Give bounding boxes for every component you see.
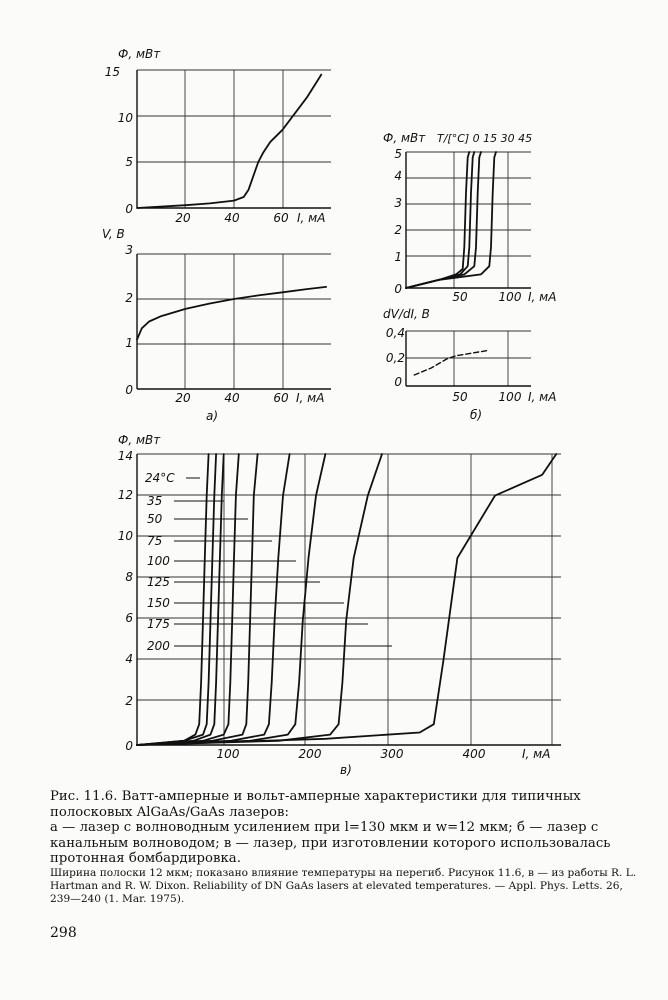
a-panel-label: а): [206, 409, 219, 423]
b-top-xtick: 100: [498, 290, 522, 304]
temp-label-2: 50: [147, 512, 163, 526]
b-bot-xlabel: I, мА: [528, 390, 557, 404]
temp-label-6: 150: [147, 596, 170, 610]
b-top-xtick: 50: [452, 290, 468, 304]
c-ytick: 6: [125, 611, 133, 625]
c-ytick: 14: [117, 449, 133, 463]
a-top-ytick: 15: [104, 65, 120, 79]
a-top-xtick: 60: [273, 211, 289, 225]
a-top-ytick: 5: [125, 155, 133, 169]
figure-note: Ширина полоски 12 мкм; показано влияние температуры на перегиб. Рисунок 11.6, в — из работы R. L. Hartman and R. W. Dixon. Reliability of DN GaAs lasers at elevated temperatures. — Appl. Phys. Letts. 26, 239—240 (1. Mar. 1975).: [50, 867, 637, 905]
c-ytick: 12: [117, 488, 133, 502]
b-bot-ytick: 0,4: [385, 326, 405, 340]
series-line-Ф(I): [137, 75, 321, 208]
c-ytick: 4: [125, 652, 133, 666]
b-top-xlabel: I, мА: [528, 290, 557, 304]
c-ytick: 0: [125, 739, 133, 753]
a-top-xtick: 40: [224, 211, 240, 225]
b-bot-ytick: 0,2: [385, 351, 405, 365]
b-bot-ylabel: dV/dI, В: [383, 307, 430, 321]
temp-label-0: 24°С: [145, 471, 175, 485]
c-ytick: 8: [125, 570, 133, 584]
a-bot-ylabel: V, В: [102, 227, 125, 241]
c-xlabel: I, мА: [522, 747, 551, 761]
temp-label-1: 35: [147, 494, 163, 508]
b-panel-label: б): [470, 408, 483, 422]
b-bot-ytick: 0: [394, 375, 402, 389]
temp-label-7: 175: [147, 617, 170, 631]
temp-label-5: 125: [147, 575, 170, 589]
a-bot-ytick: 3: [125, 243, 133, 257]
a-bot-xtick: 20: [175, 391, 191, 405]
b-top-ytick: 4: [394, 169, 402, 183]
c-panel-label: в): [340, 763, 352, 777]
series-line-45: [406, 152, 496, 288]
b-bot-xtick: 50: [452, 390, 468, 404]
temp-label-4: 100: [147, 554, 170, 568]
b-top-ylabel: Ф, мВт: [383, 131, 426, 145]
a-top-xtick: 20: [175, 211, 191, 225]
c-xtick: 200: [298, 747, 322, 761]
a-bot-ytick: 0: [125, 383, 133, 397]
a-bot-ytick: 1: [125, 336, 133, 350]
b-top-ytick: 5: [394, 147, 402, 161]
a-bot-ytick: 2: [125, 291, 133, 305]
chart-б-3: [406, 331, 531, 386]
series-line-15: [406, 152, 474, 288]
a-bot-xtick: 60: [273, 391, 289, 405]
a-top-ylabel: Ф, мВт: [118, 47, 161, 61]
a-top-ytick: 0: [125, 202, 133, 216]
figure-caption: [50, 789, 640, 867]
b-top-ytick: 1: [394, 250, 402, 264]
b-top-ytick: 0: [394, 282, 402, 296]
series-line-0: [406, 152, 469, 288]
temp-label-8: 200: [147, 639, 170, 653]
c-ytick: 2: [125, 694, 133, 708]
chart-б-2: [406, 152, 531, 288]
c-ytick: 10: [117, 529, 133, 543]
a-bot-xtick: 40: [224, 391, 240, 405]
chart-а-0: [137, 70, 331, 208]
c-ylabel: Ф, мВт: [118, 433, 161, 447]
c-xtick: 400: [462, 747, 486, 761]
page-number: 298: [50, 925, 77, 941]
a-bot-xlabel: I, мА: [296, 391, 325, 405]
caption-title: Рис. 11.6. Ватт-амперные и вольт-амперные характеристики для типичных полосковых AlGaAs/GaAs лазеров:: [50, 789, 581, 820]
caption-body: а — лазер с волноводным усилением при l=130 мкм и w=12 мкм; б — лазер с канальным волноводом; в — лазер, при изготовлении которого использовалась протонная бомбардировка.: [50, 820, 611, 866]
series-line-dV/dI: [414, 350, 489, 375]
c-xtick: 100: [216, 747, 240, 761]
chart-в-4: [137, 454, 561, 745]
series-line-V(I): [137, 287, 326, 340]
b-bot-xtick: 100: [498, 390, 522, 404]
c-xtick: 300: [380, 747, 404, 761]
b-temp-header: T/[°С] 0 15 30 45: [437, 132, 533, 145]
chart-а-1: [137, 254, 331, 389]
a-top-xlabel: I, мА: [297, 211, 326, 225]
a-top-ytick: 10: [117, 111, 133, 125]
temp-label-3: 75: [147, 534, 163, 548]
b-top-ytick: 3: [394, 196, 402, 210]
b-top-ytick: 2: [394, 223, 402, 237]
series-line-175: [137, 454, 382, 745]
